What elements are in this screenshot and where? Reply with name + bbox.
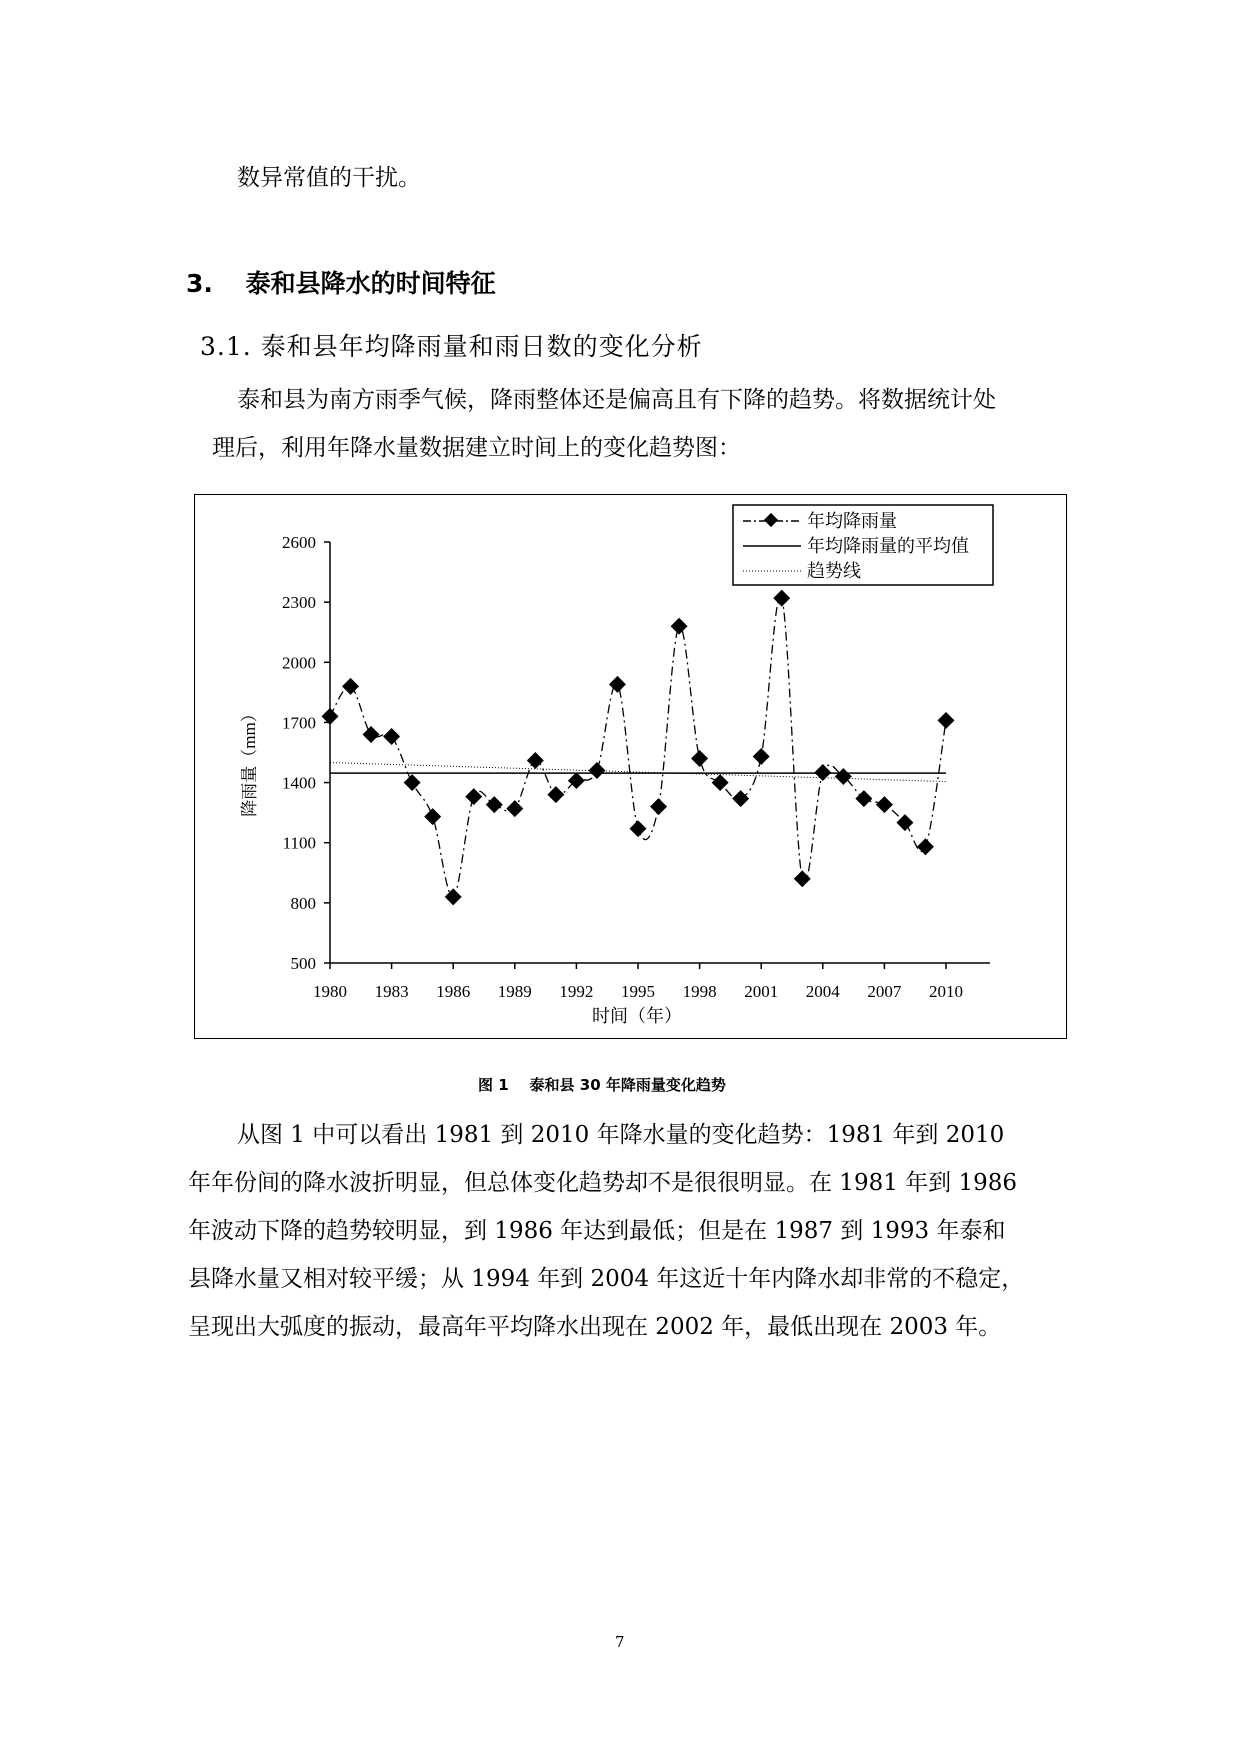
rainfall-point bbox=[938, 712, 955, 729]
y-tick-label: 1100 bbox=[282, 833, 316, 853]
x-axis-label: 时间（年） bbox=[592, 1006, 682, 1026]
chart-axes bbox=[330, 542, 990, 963]
paragraph-2-line-4: 县降水量又相对较平缓；从 1994 年到 2004 年这近十年内降水却非常的不稳定， bbox=[188, 1266, 1025, 1292]
legend-label-trend: 趋势线 bbox=[807, 561, 861, 581]
rainfall-point bbox=[404, 774, 421, 791]
section-title: 泰和县降水的时间特征 bbox=[245, 269, 496, 298]
chart-series bbox=[322, 590, 955, 906]
paragraph-1-line-2: 理后，利用年降水量数据建立时间上的变化趋势图： bbox=[212, 435, 741, 461]
x-tick-label: 2001 bbox=[744, 982, 779, 1001]
rainfall-point bbox=[773, 590, 790, 607]
rainfall-point bbox=[671, 618, 688, 635]
y-tick-label: 800 bbox=[290, 893, 316, 913]
rainfall-point bbox=[465, 788, 482, 805]
rainfall-point bbox=[630, 820, 647, 837]
x-tick-label: 2010 bbox=[929, 982, 963, 1001]
rainfall-point bbox=[712, 774, 729, 791]
x-tick-label: 2007 bbox=[867, 982, 902, 1001]
chart-svg bbox=[195, 495, 1068, 1040]
y-axis-label: 降雨量（mm） bbox=[240, 705, 259, 817]
rainfall-point bbox=[855, 790, 872, 807]
rainfall-point bbox=[609, 676, 626, 693]
rainfall-point bbox=[527, 752, 544, 769]
rainfall-point bbox=[917, 838, 934, 855]
x-tick-label: 1998 bbox=[682, 982, 717, 1001]
rainfall-point bbox=[424, 808, 441, 825]
y-tick-label: 2000 bbox=[282, 653, 316, 673]
rainfall-point bbox=[486, 796, 503, 813]
paragraph-2-line-2: 年年份间的降水波折明显，但总体变化趋势却不是很很明显。在 1981 年到 1986 bbox=[188, 1170, 1017, 1196]
section-heading bbox=[186, 264, 496, 300]
paragraph-1-line-1: 泰和县为南方雨季气候，降雨整体还是偏高且有下降的趋势。将数据统计处 bbox=[237, 387, 996, 413]
x-tick-label: 2004 bbox=[805, 982, 840, 1001]
paragraph-2-line-5: 呈现出大弧度的振动，最高年平均降水出现在 2002 年，最低出现在 2003 年。 bbox=[188, 1314, 1002, 1340]
y-tick-label: 500 bbox=[290, 954, 316, 973]
rainfall-chart bbox=[194, 494, 1067, 1039]
y-tick-label: 1400 bbox=[282, 773, 316, 793]
page-number: 7 bbox=[615, 1633, 625, 1651]
rainfall-point bbox=[547, 786, 564, 803]
rainfall-point bbox=[794, 870, 811, 887]
trend-line bbox=[330, 763, 946, 782]
rainfall-point bbox=[753, 748, 770, 765]
x-tick-label: 1986 bbox=[436, 982, 471, 1001]
figure-caption: 图 1 泰和县 30 年降雨量变化趋势 bbox=[478, 1076, 726, 1094]
legend-label-rainfall: 年均降雨量 bbox=[807, 511, 897, 531]
rainfall-point bbox=[814, 764, 831, 781]
y-tick-label: 1700 bbox=[282, 713, 316, 733]
x-tick-label: 1995 bbox=[621, 982, 655, 1001]
paragraph-2-line-1: 从图 1 中可以看出 1981 到 2010 年降水量的变化趋势：1981 年到 2010 bbox=[237, 1122, 1005, 1148]
x-tick-label: 1983 bbox=[374, 982, 409, 1001]
rainfall-point bbox=[732, 790, 749, 807]
x-tick-label: 1989 bbox=[497, 982, 532, 1001]
rainfall-point bbox=[876, 796, 893, 813]
paragraph-2-line-3: 年波动下降的趋势较明显，到 1986 年达到最低；但是在 1987 到 1993 年泰和 bbox=[188, 1218, 1006, 1244]
rainfall-point bbox=[588, 762, 605, 779]
x-tick-label: 1980 bbox=[313, 982, 347, 1001]
rainfall-point bbox=[363, 726, 380, 743]
rainfall-point bbox=[342, 678, 359, 695]
rainfall-point bbox=[383, 728, 400, 745]
rainfall-point bbox=[506, 800, 523, 817]
section-number: 3. bbox=[186, 269, 213, 298]
y-tick-label: 2600 bbox=[282, 533, 316, 552]
chart-legend bbox=[733, 505, 993, 585]
legend-label-mean: 年均降雨量的平均值 bbox=[807, 536, 969, 556]
rainfall-point bbox=[445, 888, 462, 905]
intro-line: 数异常值的干扰。 bbox=[237, 165, 421, 191]
rainfall-point bbox=[691, 750, 708, 767]
rainfall-line bbox=[330, 596, 946, 897]
chart-ticks bbox=[282, 533, 963, 1001]
x-tick-label: 1992 bbox=[559, 982, 594, 1001]
y-tick-label: 2300 bbox=[282, 593, 316, 613]
rainfall-point bbox=[650, 798, 667, 815]
subsection-title: 3.1. 泰和县年均降雨量和雨日数的变化分析 bbox=[200, 332, 703, 361]
